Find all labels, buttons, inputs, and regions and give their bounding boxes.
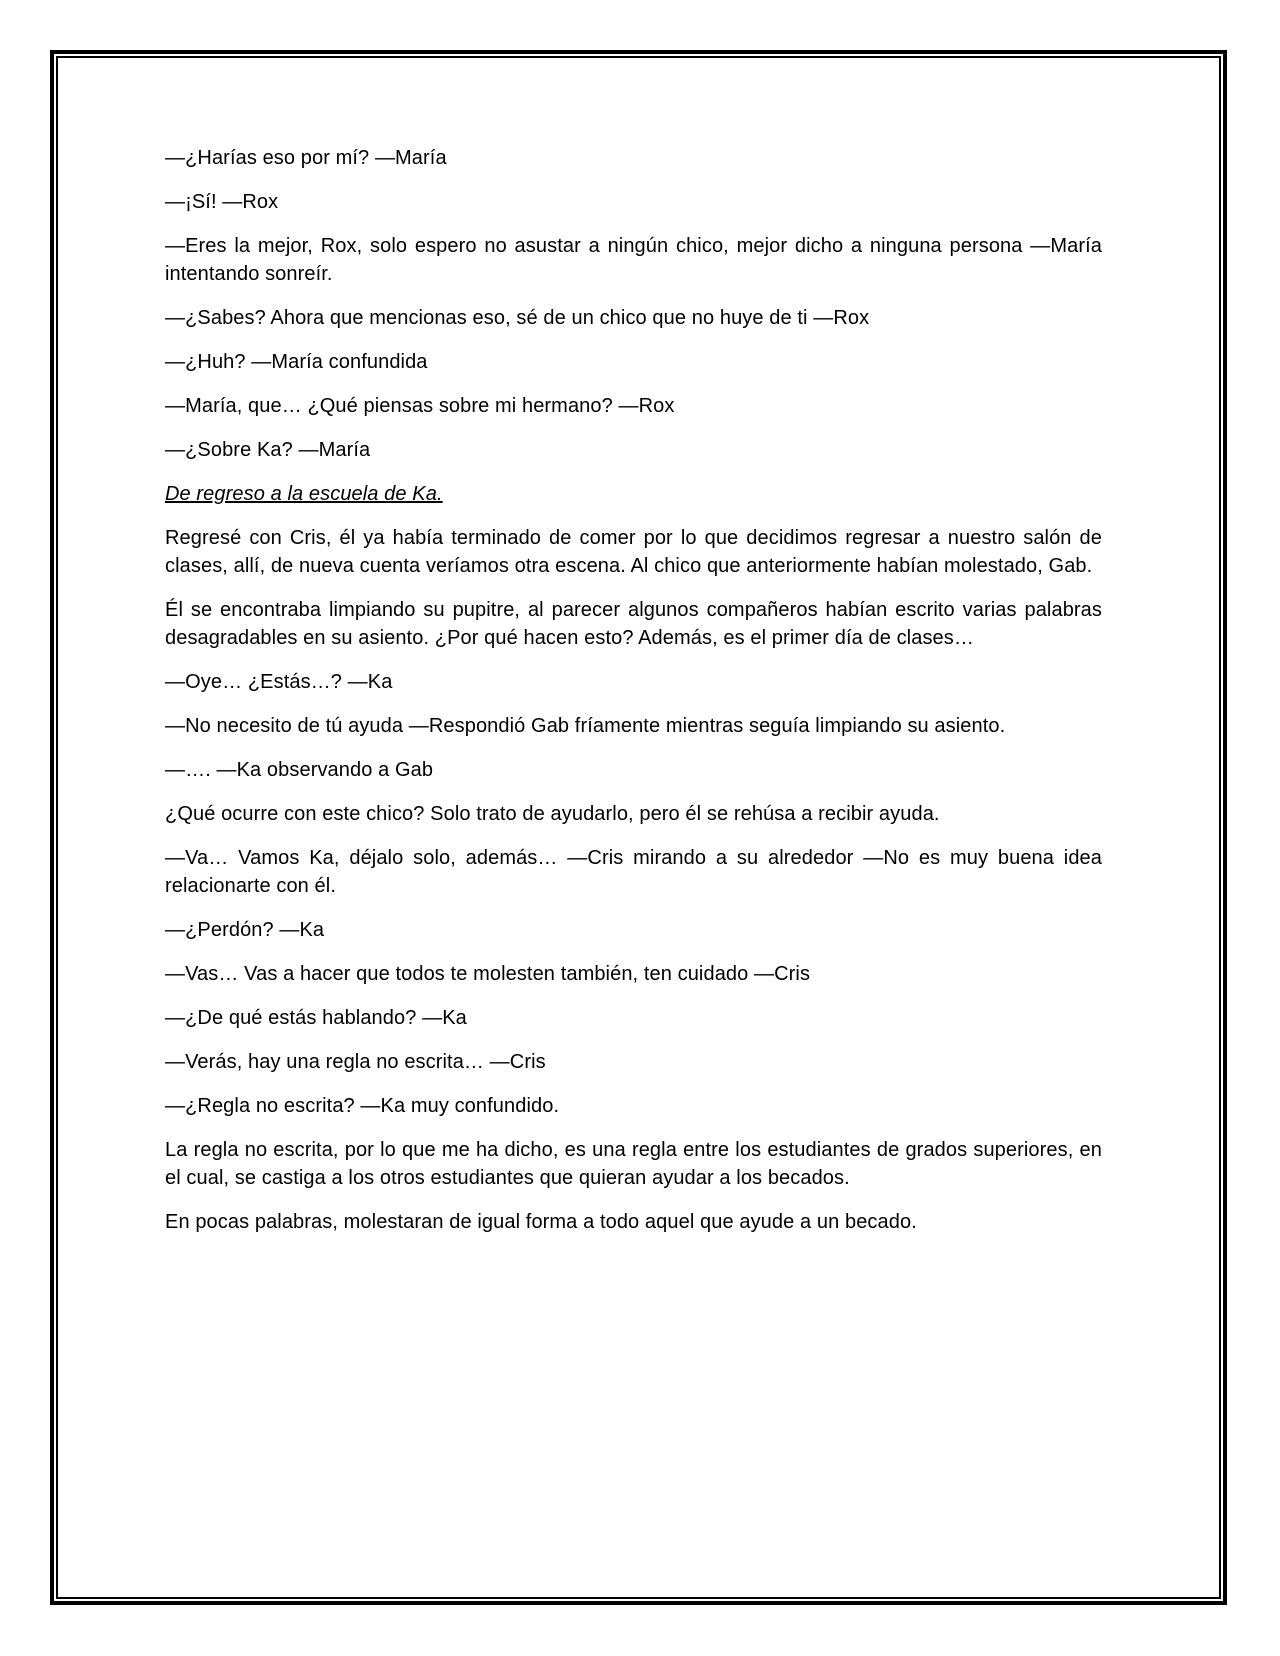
paragraph-dialogue: —¿Harías eso por mí? —María [165, 147, 447, 169]
paragraph-dialogue: —¿Perdón? —Ka [165, 919, 325, 941]
paragraph-narration: Regresé con Cris, él ya había terminado de comer por lo que decidimos regresar a nuestro salón de clases, allí, de nueva cuenta veríamos otra escena. Al chico que anteriormente habían molestado, Gab. [165, 527, 1102, 577]
paragraph-dialogue: —No necesito de tú ayuda —Respondió Gab fríamente mientras seguía limpiando su asiento. [165, 715, 1006, 737]
paragraph-dialogue: —¿Huh? —María confundida [165, 351, 428, 373]
paragraph-dialogue: —…. —Ka observando a Gab [165, 759, 434, 781]
paragraph-dialogue: —¿Sobre Ka? —María [165, 439, 371, 461]
page-border-frame [50, 50, 1227, 1605]
paragraph-narration: ¿Qué ocurre con este chico? Solo trato de ayudarlo, pero él se rehúsa a recibir ayuda. [165, 803, 940, 825]
paragraph-dialogue: —¿Sabes? Ahora que mencionas eso, sé de un chico que no huye de ti —Rox [165, 307, 870, 329]
paragraph-dialogue: —María, que… ¿Qué piensas sobre mi hermano? —Rox [165, 395, 675, 417]
section-heading: De regreso a la escuela de Ka. [165, 483, 443, 505]
paragraph-dialogue: —¿De qué estás hablando? —Ka [165, 1007, 467, 1029]
paragraph-narration: Él se encontraba limpiando su pupitre, al parecer algunos compañeros habían escrito varias palabras desagradables en su asiento. ¿Por qué hacen esto? Además, es el primer día de clases… [165, 599, 1102, 649]
paragraph-dialogue: —Vas… Vas a hacer que todos te molesten también, ten cuidado —Cris [165, 963, 811, 985]
paragraph-dialogue: —Va… Vamos Ka, déjalo solo, además… —Cris mirando a su alrededor —No es muy buena idea relacionarte con él. [165, 847, 1102, 897]
paragraph-dialogue: —¿Regla no escrita? —Ka muy confundido. [165, 1095, 560, 1117]
paragraph-dialogue: —Eres la mejor, Rox, solo espero no asustar a ningún chico, mejor dicho a ninguna persona —María intentando sonreír. [165, 235, 1102, 285]
paragraph-dialogue: —¡Sí! —Rox [165, 191, 279, 213]
paragraph-dialogue: —Verás, hay una regla no escrita… —Cris [165, 1051, 546, 1073]
page-border-frame-inner [56, 56, 1221, 1599]
paragraph-dialogue: —Oye… ¿Estás…? —Ka [165, 671, 393, 693]
paragraph-narration: En pocas palabras, molestaran de igual forma a todo aquel que ayude a un becado. [165, 1211, 917, 1233]
page-content [58, 58, 1219, 1597]
paragraph-narration: La regla no escrita, por lo que me ha dicho, es una regla entre los estudiantes de grados superiores, en el cual, se castiga a los otros estudiantes que quieran ayudar a los becados. [165, 1139, 1102, 1189]
